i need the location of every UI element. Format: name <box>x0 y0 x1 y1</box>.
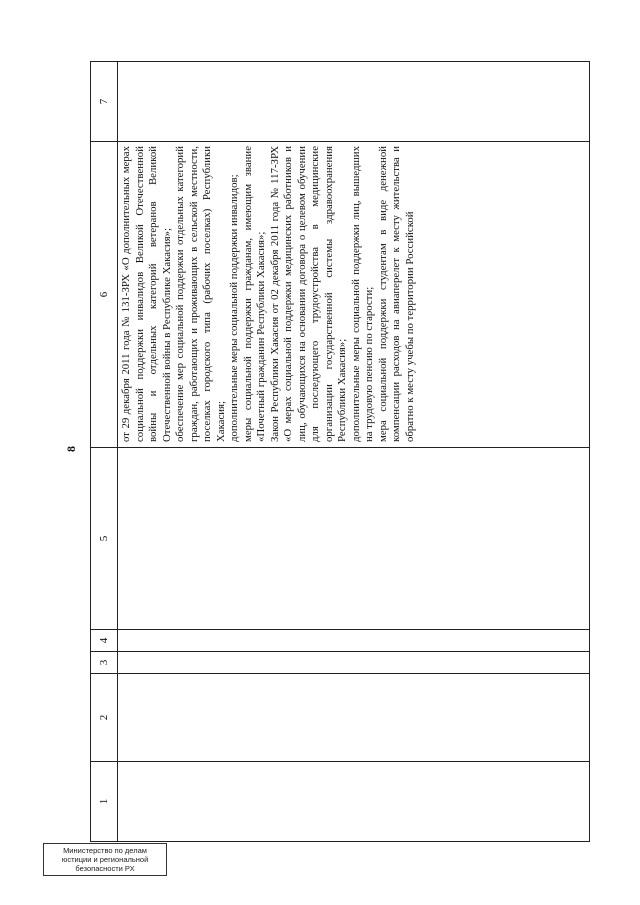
column-header-6: 6 <box>91 142 118 448</box>
cell-col-2 <box>118 674 590 762</box>
col6-paragraph: меры социальной поддержки гражданам, имеющим звание «Почетный гражданин Республики Хакасия»; <box>241 146 267 442</box>
cell-col-4 <box>118 630 590 652</box>
col6-paragraph: мера социальной поддержки студентам в виде денежной компенсации расходов на авиаперелет к месту жительства и обратно к месту учебы по территории Российской <box>376 146 416 442</box>
col6-paragraph: от 29 декабря 2011 года № 131-ЗРХ «О дополнительных мерах социальной поддержки инвалидов Великой Отечественной войны и отдельных категорий ветеранов Великой Отечественной войны в Республике Хакасия»; <box>120 146 173 442</box>
column-header-5: 5 <box>91 448 118 630</box>
cell-col-1 <box>118 762 590 842</box>
cell-col-3 <box>118 652 590 674</box>
column-header-2: 2 <box>91 674 118 762</box>
column-header-4: 4 <box>91 630 118 652</box>
col6-paragraph: обеспечение мер социальной поддержки отдельных категорий граждан, работающих и проживающих в сельской местности, поселках городского типа (рабочих поселках) Республики Хакасия; <box>174 146 227 442</box>
page-number: 8 <box>64 446 78 452</box>
header-row <box>91 62 118 842</box>
document-table <box>90 61 590 842</box>
cell-col-6 <box>118 142 590 448</box>
stamp-line: безопасности РХ <box>75 864 135 873</box>
col6-paragraph: дополнительные меры социальной поддержки инвалидов; <box>228 174 240 442</box>
stamp-line: юстиции и региональной <box>61 855 149 864</box>
col6-paragraph: дополнительные меры социальной поддержки лиц, вышедших на трудовую пенсию по старости; <box>349 146 375 442</box>
column-header-1: 1 <box>91 762 118 842</box>
cell-col-5 <box>118 448 590 630</box>
rotated-table-container <box>90 62 590 842</box>
cell-col-7 <box>118 62 590 142</box>
stamp-line: Министерство по делам <box>63 846 147 855</box>
table-row <box>118 62 590 842</box>
column-header-7: 7 <box>91 62 118 142</box>
col6-paragraph: Закон Республики Хакасия от 02 декабря 2011 года № 117-ЗРХ «О мерах социальной поддержки медицинских работников и лиц, обучающихся на основании договора о целевом обучении для последующего трудоустройства в медицинские организации государственной системы здравоохранения Республики Хакасия»; <box>268 146 348 442</box>
column-header-3: 3 <box>91 652 118 674</box>
registration-stamp <box>43 843 167 876</box>
